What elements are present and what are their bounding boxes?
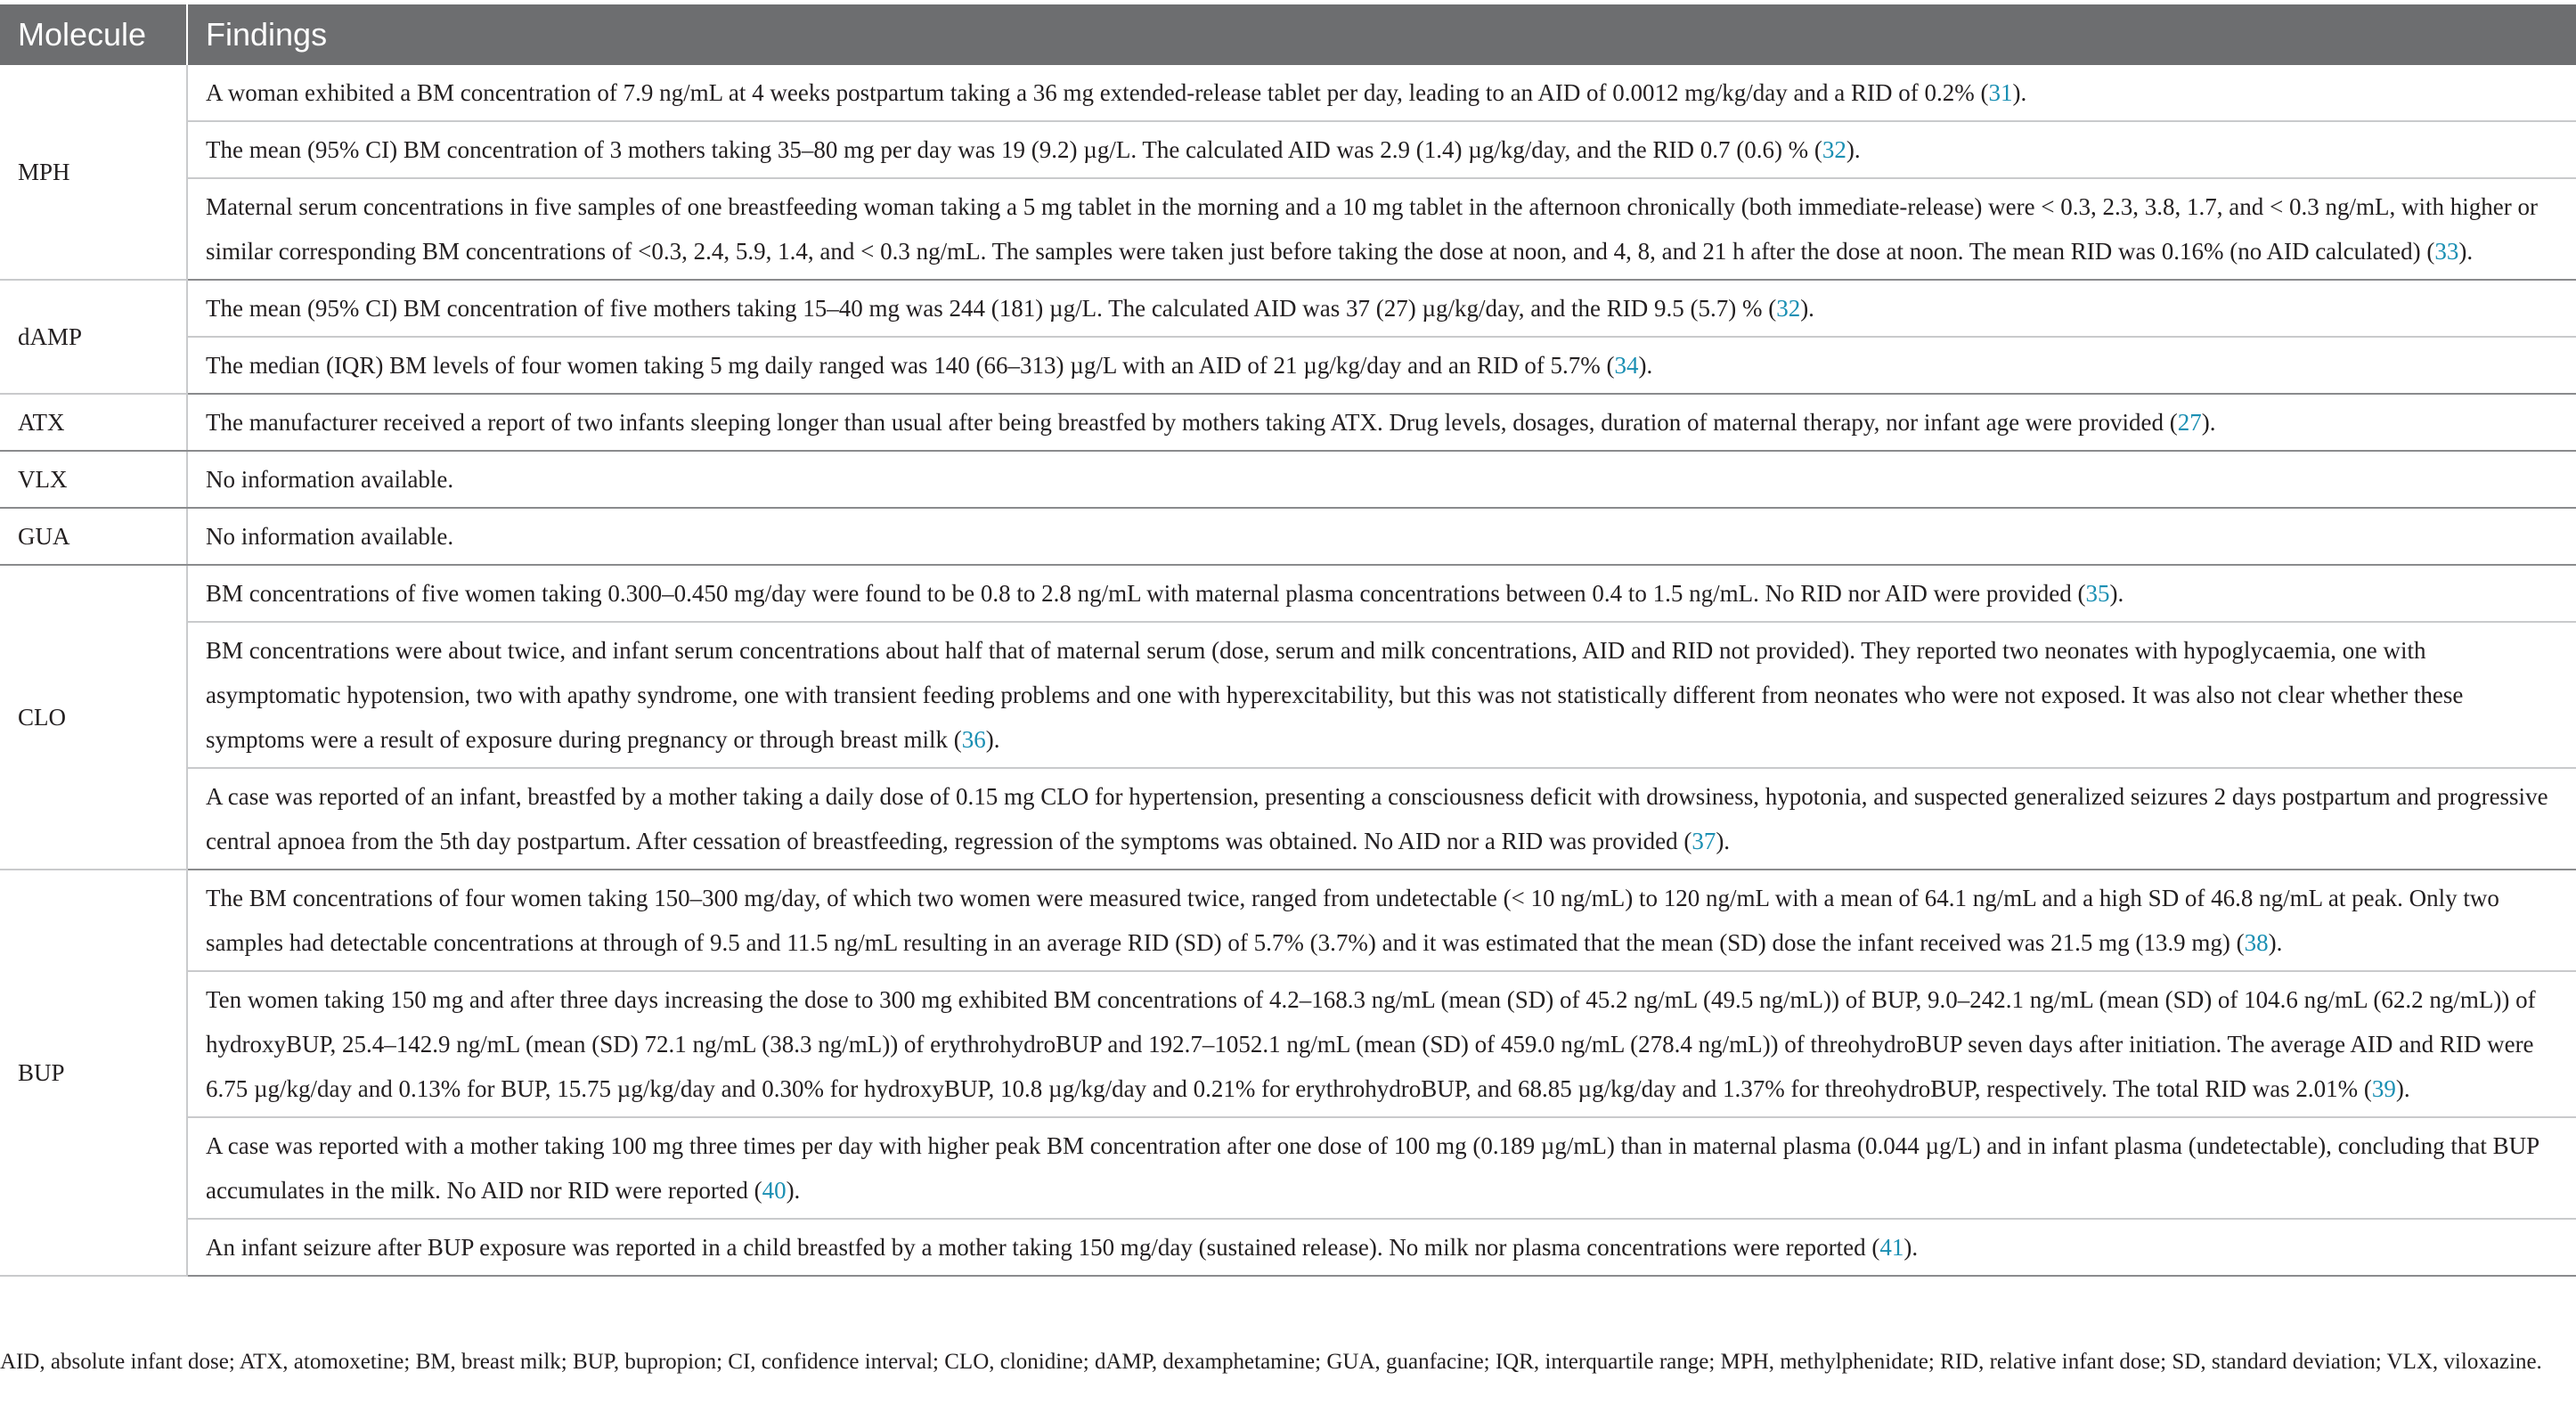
finding-cell: [187, 1117, 2576, 1219]
finding-cell: [187, 178, 2576, 280]
finding-text: An infant seizure after BUP exposure was reported in a child breastfed by a mother taking 150 mg/day (sustained release). No milk nor plasma concentrations were reported (: [206, 1234, 1880, 1261]
finding-cell: [187, 65, 2576, 121]
molecule-cell: MPH: [0, 65, 187, 280]
table-footnote: AID, absolute infant dose; ATX, atomoxetine; BM, breast milk; BUP, bupropion; CI, confidence interval; CLO, clonidine; dAMP, dexamphetamine; GUA, guanfacine; IQR, interquartile range; MPH, methylphenidate; RID, relative infant dose; SD, standard deviation; VLX, viloxazine.: [0, 1350, 2542, 1374]
finding-text: BM concentrations were about twice, and infant serum concentrations about half that of maternal serum (dose, serum and milk concentrations, AID and RID not provided). They reported two neonates with hypoglycaemia, one with asymptomatic hypotension, two with apathy syndrome, one with transient feeding problems and one with hyperexcitability, but this was not statistically different from neonates who were not exposed. It was also not clear whether these symptoms were a result of exposure during pregnancy or through breast milk (: [206, 637, 2464, 753]
finding-text: The BM concentrations of four women taking 150–300 mg/day, of which two women were measured twice, ranged from undetectable (< 10 ng/mL) to 120 ng/mL with a mean of 64.1 ng/mL and a high SD of 46.8 ng/mL at peak. Only two samples had detectable concentrations at through of 9.5 and 11.5 ng/mL resulting in an average RID (SD) of 5.7% (3.7%) and it was estimated that the mean (SD) dose the infant received was 21.5 mg (13.9 mg) (: [206, 885, 2499, 956]
molecule-cell: GUA: [0, 508, 187, 565]
molecule-cell: BUP: [0, 870, 187, 1276]
finding-text-tail: ).: [2201, 409, 2216, 436]
finding-cell: [187, 870, 2576, 971]
table-row: [0, 1219, 2576, 1276]
finding-text-tail: ).: [1846, 136, 1861, 163]
finding-text-tail: ).: [1638, 352, 1653, 379]
finding-text: No information available.: [206, 466, 454, 493]
finding-text-tail: ).: [2458, 238, 2474, 265]
finding-cell: [187, 565, 2576, 622]
reference-link[interactable]: 32: [1776, 295, 1801, 322]
finding-text-tail: ).: [2395, 1075, 2410, 1102]
table-row: [0, 178, 2576, 280]
finding-text-tail: ).: [2012, 79, 2027, 106]
finding-text: The manufacturer received a report of two infants sleeping longer than usual after being breastfed by mothers taking ATX. Drug levels, dosages, duration of maternal therapy, nor infant age were provided (: [206, 409, 2178, 436]
table-row: [0, 622, 2576, 768]
reference-link[interactable]: 36: [961, 726, 986, 753]
finding-cell: [187, 121, 2576, 178]
table-row: [0, 565, 2576, 622]
finding-text: Maternal serum concentrations in five samples of one breastfeeding woman taking a 5 mg tablet in the morning and a 10 mg tablet in the afternoon chronically (both immediate-release) were < 0.3, 2.3, 3.8, 1.7, and < 0.3 ng/mL, with higher or similar corresponding BM concentrations of <0.3, 2.4, 5.9, 1.4, and < 0.3 ng/mL. The samples were taken just before taking the dose at noon, and 4, 8, and 21 h after the dose at noon. The mean RID was 0.16% (no AID calculated) (: [206, 193, 2538, 265]
finding-cell: [187, 394, 2576, 451]
table-row: [0, 768, 2576, 870]
table-row: [0, 508, 2576, 565]
finding-text-tail: ).: [1800, 295, 1814, 322]
finding-text-tail: ).: [985, 726, 1000, 753]
finding-text: Ten women taking 150 mg and after three days increasing the dose to 300 mg exhibited BM concentrations of 4.2–168.3 ng/mL (mean (SD) of 45.2 ng/mL (49.5 ng/mL)) of BUP, 9.0–242.1 ng/mL (mean (SD) of 104.6 ng/mL (62.2 ng/mL)) of hydroxyBUP, 25.4–142.9 ng/mL (mean (SD) 72.1 ng/mL (38.3 ng/mL)) of erythrohydroBUP and 192.7–1052.1 ng/mL (mean (SD) of 459.0 ng/mL (278.4 ng/mL)) of threohydroBUP seven days after initiation. The average AID and RID were 6.75 µg/kg/day and 0.13% for BUP, 15.75 µg/kg/day and 0.30% for hydroxyBUP, 10.8 µg/kg/day and 0.21% for erythrohydroBUP, and 68.85 µg/kg/day and 1.37% for threohydroBUP, respectively. The total RID was 2.01% (: [206, 986, 2536, 1102]
findings-column-header: Findings: [187, 4, 2576, 65]
reference-link[interactable]: 27: [2177, 409, 2202, 436]
reference-link[interactable]: 40: [762, 1177, 787, 1204]
finding-text-tail: ).: [2268, 929, 2283, 956]
reference-link[interactable]: 39: [2371, 1075, 2396, 1102]
reference-link[interactable]: 34: [1614, 352, 1639, 379]
finding-cell: [187, 622, 2576, 768]
finding-text: The mean (95% CI) BM concentration of 3 mothers taking 35–80 mg per day was 19 (9.2) µg/L. The calculated AID was 2.9 (1.4) µg/kg/day, and the RID 0.7 (0.6) % (: [206, 136, 1822, 163]
table-row: [0, 394, 2576, 451]
finding-cell: [187, 508, 2576, 565]
molecule-column-header: Molecule: [0, 4, 187, 65]
molecule-cell: CLO: [0, 565, 187, 870]
finding-text: A case was reported with a mother taking 100 mg three times per day with higher peak BM concentration after one dose of 100 mg (0.189 µg/mL) than in maternal plasma (0.044 µg/L) and in infant plasma (undetectable), concluding that BUP accumulates in the milk. No AID nor RID were reported (: [206, 1132, 2539, 1204]
table-row: [0, 65, 2576, 121]
molecule-cell: ATX: [0, 394, 187, 451]
table-row: [0, 121, 2576, 178]
table-row: [0, 451, 2576, 508]
finding-cell: [187, 971, 2576, 1117]
table-row: [0, 971, 2576, 1117]
finding-text: A case was reported of an infant, breastfed by a mother taking a daily dose of 0.15 mg CLO for hypertension, presenting a consciousness deficit with drowsiness, hypotonia, and suspected generalized seizures 2 days postpartum and progressive central apnoea from the 5th day postpartum. After cessation of breastfeeding, regression of the symptoms was obtained. No AID nor a RID was provided (: [206, 783, 2548, 854]
finding-text: The mean (95% CI) BM concentration of five mothers taking 15–40 mg was 244 (181) µg/L. The calculated AID was 37 (27) µg/kg/day, and the RID 9.5 (5.7) % (: [206, 295, 1777, 322]
reference-link[interactable]: 35: [2085, 580, 2110, 607]
finding-text-tail: ).: [786, 1177, 801, 1204]
reference-link[interactable]: 41: [1879, 1234, 1904, 1261]
finding-cell: [187, 768, 2576, 870]
table-row: [0, 337, 2576, 394]
table-row: [0, 280, 2576, 337]
finding-cell: [187, 1219, 2576, 1276]
header-row: [0, 4, 2576, 65]
reference-link[interactable]: 38: [2244, 929, 2269, 956]
finding-text-tail: ).: [1716, 828, 1731, 854]
finding-cell: [187, 337, 2576, 394]
reference-link[interactable]: 33: [2434, 238, 2459, 265]
table-row: [0, 1117, 2576, 1219]
finding-text: No information available.: [206, 523, 454, 550]
molecule-cell: dAMP: [0, 280, 187, 394]
reference-link[interactable]: 32: [1822, 136, 1846, 163]
reference-link[interactable]: 31: [1988, 79, 2013, 106]
table-row: [0, 870, 2576, 971]
finding-cell: [187, 451, 2576, 508]
finding-text: BM concentrations of five women taking 0.300–0.450 mg/day were found to be 0.8 to 2.8 ng/mL with maternal plasma concentrations between 0.4 to 1.5 ng/mL. No RID nor AID were provided (: [206, 580, 2086, 607]
molecule-cell: VLX: [0, 451, 187, 508]
finding-text-tail: ).: [2109, 580, 2124, 607]
reference-link[interactable]: 37: [1692, 828, 1716, 854]
finding-text: A woman exhibited a BM concentration of 7.9 ng/mL at 4 weeks postpartum taking a 36 mg extended-release tablet per day, leading to an AID of 0.0012 mg/kg/day and a RID of 0.2% (: [206, 79, 1989, 106]
finding-text: The median (IQR) BM levels of four women taking 5 mg daily ranged was 140 (66–313) µg/L with an AID of 21 µg/kg/day and an RID of 5.7% (: [206, 352, 1615, 379]
finding-cell: [187, 280, 2576, 337]
finding-text-tail: ).: [1903, 1234, 1919, 1261]
findings-table: [0, 4, 2576, 1277]
table-body: [0, 65, 2576, 1276]
